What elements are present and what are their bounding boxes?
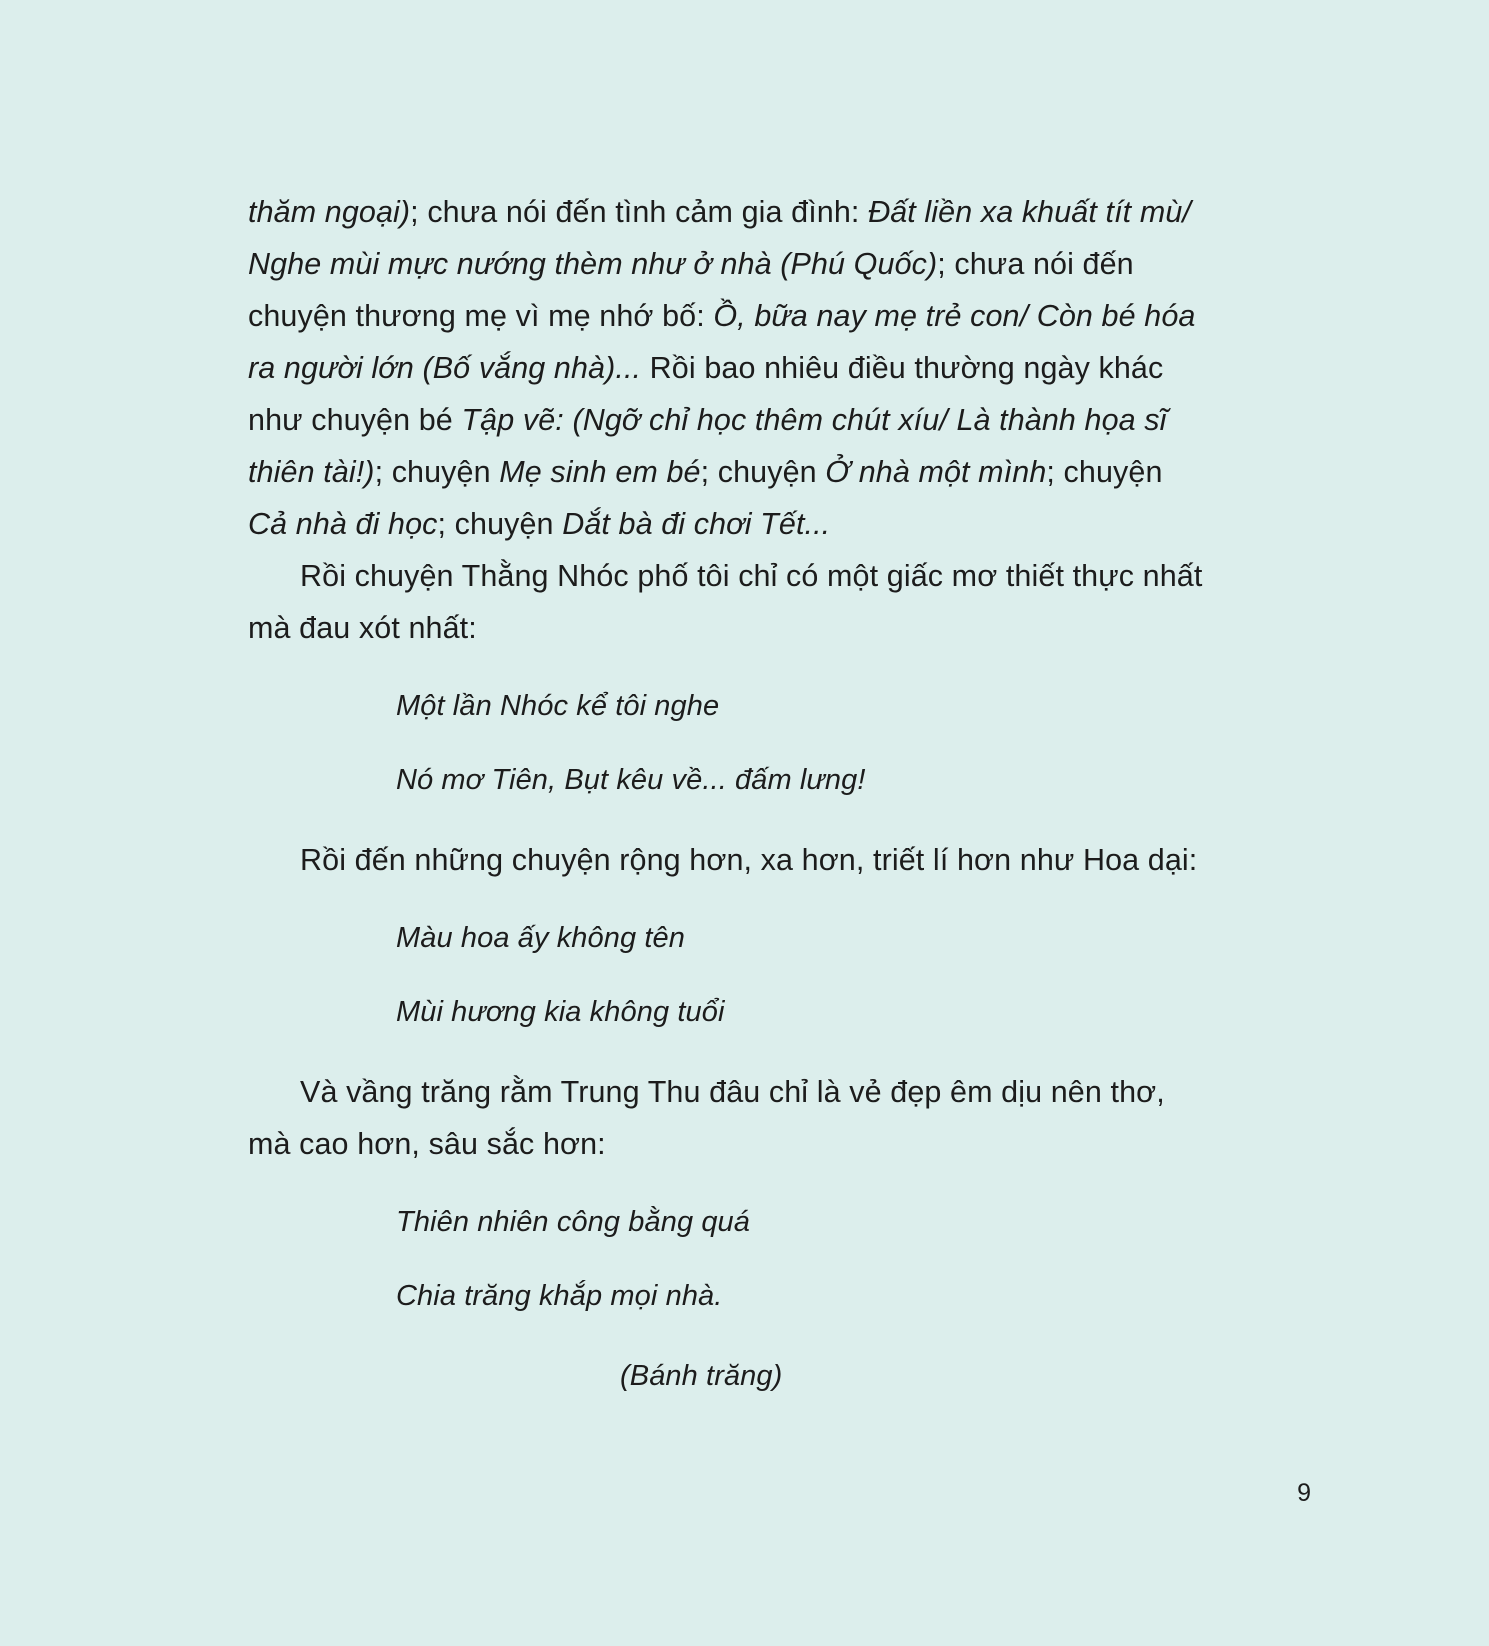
italic-title-o-nha-mot-minh: Ở nhà một mình bbox=[825, 455, 1047, 489]
text-run-7: ; chuyện bbox=[437, 507, 563, 541]
text-run-3: Rồi bao nhiêu điều thường ngày khác như chuyện bé bbox=[248, 351, 1164, 437]
text-run-2: ; chưa nói đến chuyện thương mẹ vì mẹ nhớ bố: bbox=[248, 247, 1134, 333]
verse-block-3 bbox=[248, 1196, 1208, 1322]
text-run-5: ; chuyện bbox=[700, 455, 826, 489]
verse-line: Mùi hương kia không tuổi bbox=[396, 996, 725, 1028]
italic-title-me-sinh-em-be: Mẹ sinh em bé bbox=[499, 455, 701, 489]
verse-attribution: (Bánh trăng) bbox=[620, 1360, 783, 1392]
verse-block-2 bbox=[248, 912, 1208, 1038]
page-number: 9 bbox=[1297, 1479, 1311, 1507]
spacer bbox=[248, 964, 1208, 986]
verse-line: Một lần Nhóc kể tôi nghe bbox=[396, 690, 720, 722]
verse-line: Thiên nhiên công bằng quá bbox=[396, 1206, 751, 1238]
verse-line: Nó mơ Tiên, Bụt kêu về... đấm lưng! bbox=[396, 764, 866, 796]
paragraph-continuation bbox=[248, 186, 1208, 550]
paragraph-4: Và vầng trăng rằm Trung Thu đâu chỉ là vẻ đẹp êm dịu nên thơ, mà cao hơn, sâu sắc hơn: bbox=[248, 1075, 1165, 1161]
italic-quote-phu-quoc: Đất liền xa khuất tít mù/ Nghe mùi mực nướng thèm như ở nhà (Phú Quốc) bbox=[248, 195, 1191, 281]
text-column bbox=[248, 186, 1208, 1402]
italic-quote-tap-ve: Tập vẽ: (Ngỡ chỉ học thêm chút xíu/ Là thành họa sĩ thiên tài!) bbox=[248, 403, 1167, 489]
italic-title-ca-nha-di-hoc: Cả nhà đi học bbox=[248, 507, 438, 541]
italic-phrase-tham-ngoai: thăm ngoại) bbox=[248, 195, 411, 229]
text-run-4: ; chuyện bbox=[374, 455, 500, 489]
text-run-1: ; chưa nói đến tình cảm gia đình: bbox=[410, 195, 869, 229]
paragraph-3: Rồi đến những chuyện rộng hơn, xa hơn, triết lí hơn như Hoa dại: bbox=[300, 843, 1198, 877]
spacer bbox=[248, 1038, 1208, 1066]
spacer bbox=[248, 1248, 1208, 1270]
italic-title-dat-ba-di-choi-tet: Dắt bà đi chơi Tết... bbox=[562, 507, 831, 541]
italic-quote-bo-vang-nha: Ồ, bữa nay mẹ trẻ con/ Còn bé hóa ra người lớn (Bố vắng nhà)... bbox=[248, 299, 1196, 385]
text-run-6: ; chuyện bbox=[1046, 455, 1163, 489]
verse-line: Màu hoa ấy không tên bbox=[396, 922, 685, 954]
verse-line: Chia trăng khắp mọi nhà. bbox=[396, 1280, 723, 1312]
paragraph-2: Rồi chuyện Thằng Nhóc phố tôi chỉ có một giấc mơ thiết thực nhất mà đau xót nhất: bbox=[248, 559, 1203, 645]
verse-block-1 bbox=[248, 680, 1208, 806]
spacer bbox=[248, 732, 1208, 754]
spacer bbox=[248, 806, 1208, 834]
